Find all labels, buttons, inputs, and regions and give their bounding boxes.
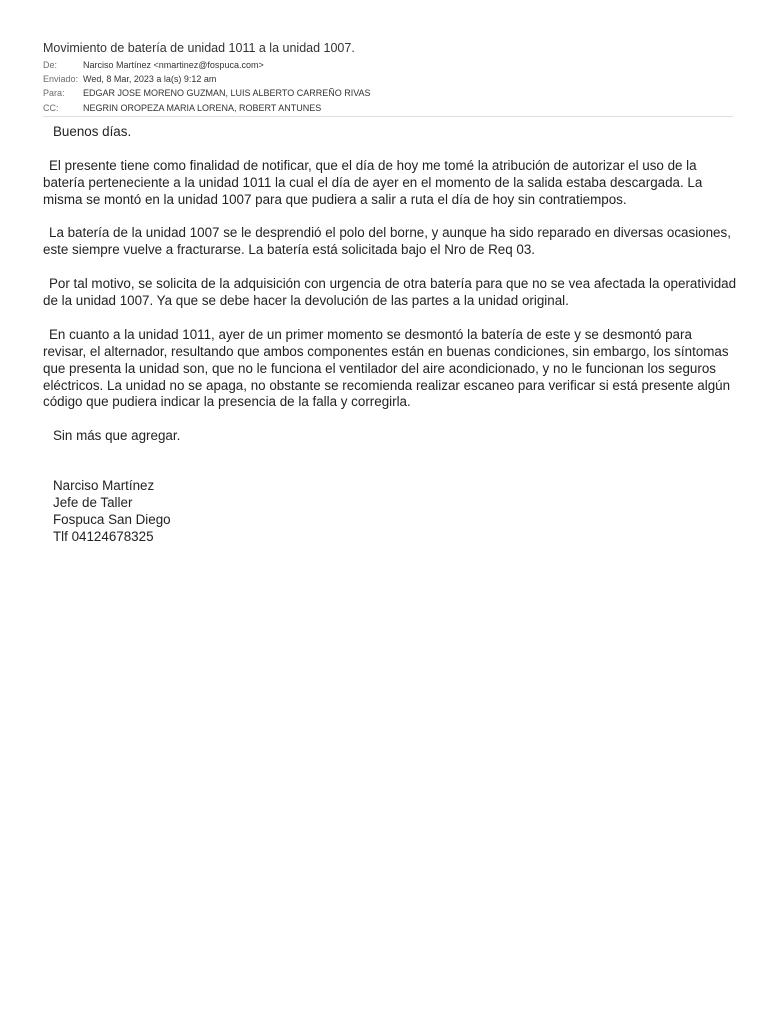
cc-row bbox=[43, 101, 733, 115]
body-paragraph: El presente tiene como finalidad de notificar, que el día de hoy me tomé la atribución de autorizar el uso de la batería perteneciente a la unidad 1011 la cual el día de ayer en el momento de la salida estaba descargada. La misma se montó en la unidad 1007 para que pudiera a salir a ruta el día de hoy sin contratiempos. bbox=[43, 157, 703, 207]
closing: Sin más que agregar. bbox=[53, 428, 181, 444]
body-paragraph: Por tal motivo, se solicita de la adquisición con urgencia de otra batería para que no se vea afectada la operatividad de la unidad 1007. Ya que se debe hacer la devolución de las partes a la unidad original. bbox=[43, 276, 737, 309]
header-divider bbox=[43, 116, 733, 117]
body-paragraph: La batería de la unidad 1007 se le desprendió el polo del borne, y aunque ha sido reparado en diversas ocasiones, este siempre vuelve a fracturarse. La batería está solicitada bajo el Nro de Req 03. bbox=[43, 225, 731, 258]
to-value: EDGAR JOSE MORENO GUZMAN, LUIS ALBERTO CARREÑO RIVAS bbox=[83, 88, 371, 99]
from-row bbox=[43, 58, 733, 72]
email-header bbox=[43, 40, 733, 115]
email-subject: Movimiento de batería de unidad 1011 a la unidad 1007. bbox=[43, 41, 355, 55]
sent-value: Wed, 8 Mar, 2023 a la(s) 9:12 am bbox=[83, 74, 217, 85]
signature-name: Narciso Martínez bbox=[53, 478, 155, 494]
sent-label: Enviado: bbox=[43, 74, 79, 85]
cc-label: CC: bbox=[43, 102, 59, 113]
sent-row bbox=[43, 72, 733, 86]
signature-phone: Tlf 04124678325 bbox=[53, 528, 154, 544]
from-label: De: bbox=[43, 60, 58, 70]
signature-block bbox=[43, 478, 737, 546]
signature-title: Jefe de Taller bbox=[53, 495, 133, 511]
email-body bbox=[43, 124, 737, 546]
from-value: Narciso Martínez <nmartinez@fospuca.com> bbox=[83, 60, 264, 70]
cc-value: NEGRIN OROPEZA MARIA LORENA, ROBERT ANTUNES bbox=[83, 102, 322, 113]
greeting: Buenos días. bbox=[53, 124, 132, 139]
to-row bbox=[43, 86, 733, 100]
signature-company: Fospuca San Diego bbox=[53, 511, 171, 527]
body-paragraph: En cuanto a la unidad 1011, ayer de un primer momento se desmontó la batería de este y se desmontó para revisar, el alternador, resultando que ambos componentes están en buenas condiciones, sin embargo, los síntomas que presenta la unidad son, que no le funciona el ventilador del aire acondicionado, y no le funcionan los seguros eléctricos. La unidad no se apaga, no obstante se recomienda realizar escaneo para verificar si está presente algún código que pudiera indicar la presencia de la falla y corregirla. bbox=[43, 326, 731, 410]
to-label: Para: bbox=[43, 88, 65, 99]
